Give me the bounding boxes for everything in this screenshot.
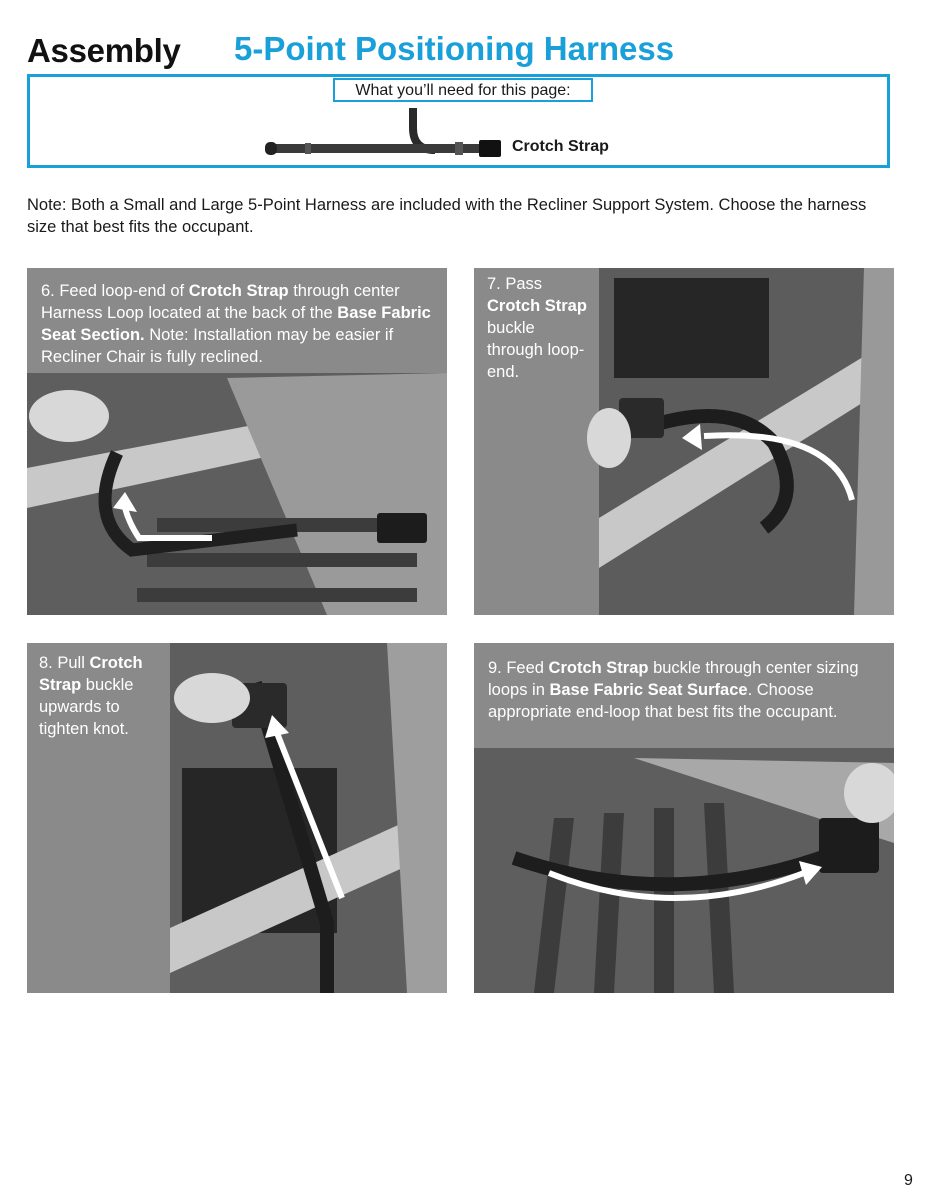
note-text: Note: Both a Small and Large 5-Point Harness are included with the Recliner Support System. Choose the harness size that best fits the occupant. (27, 196, 867, 236)
step-7-text (487, 273, 595, 383)
section-heading: Assembly (27, 32, 181, 69)
step-6-panel (27, 268, 447, 615)
step-text-segment: Crotch Strap (548, 659, 649, 677)
step-text-segment: 8. Pull (39, 654, 90, 672)
crotch-strap-image (265, 106, 505, 168)
page-number: 9 (904, 1172, 913, 1189)
crotch-strap-label: Crotch Strap (512, 138, 609, 155)
step-text-segment: 9. Feed (488, 659, 549, 677)
step-8-text (39, 652, 169, 740)
step-text-segment: Base Fabric Seat Section. (41, 304, 431, 344)
step-7-panel (474, 268, 894, 615)
step-text-segment: Base Fabric Seat Surface (549, 681, 748, 699)
step-6-text (41, 280, 437, 368)
step-text-segment: buckle upwards to tighten knot. (39, 676, 134, 738)
step-text-segment: buckle through center sizing loops in (488, 659, 859, 699)
step-text-segment: Crotch Strap (188, 282, 289, 300)
step-9-text (488, 657, 884, 723)
step-9-panel (474, 643, 894, 993)
step-text-segment: Crotch Strap (39, 654, 143, 694)
requirements-label: What you’ll need for this page: (333, 78, 593, 102)
step-text-segment: 7. Pass (487, 275, 543, 293)
step-text-segment: through center Harness Loop located at the back of the (41, 282, 400, 322)
step-text-segment: 6. Feed loop-end of (41, 282, 189, 300)
step-text-segment: Crotch Strap (487, 297, 587, 315)
step-text-segment: . Choose appropriate end-loop that best fits the occupant. (488, 681, 838, 721)
step-text-segment: buckle through loop-end. (487, 319, 585, 381)
step-8-panel (27, 643, 447, 993)
page-title: 5-Point Positioning Harness (234, 30, 675, 67)
step-text-segment: Note: Installation may be easier if Recliner Chair is fully reclined. (41, 326, 394, 366)
